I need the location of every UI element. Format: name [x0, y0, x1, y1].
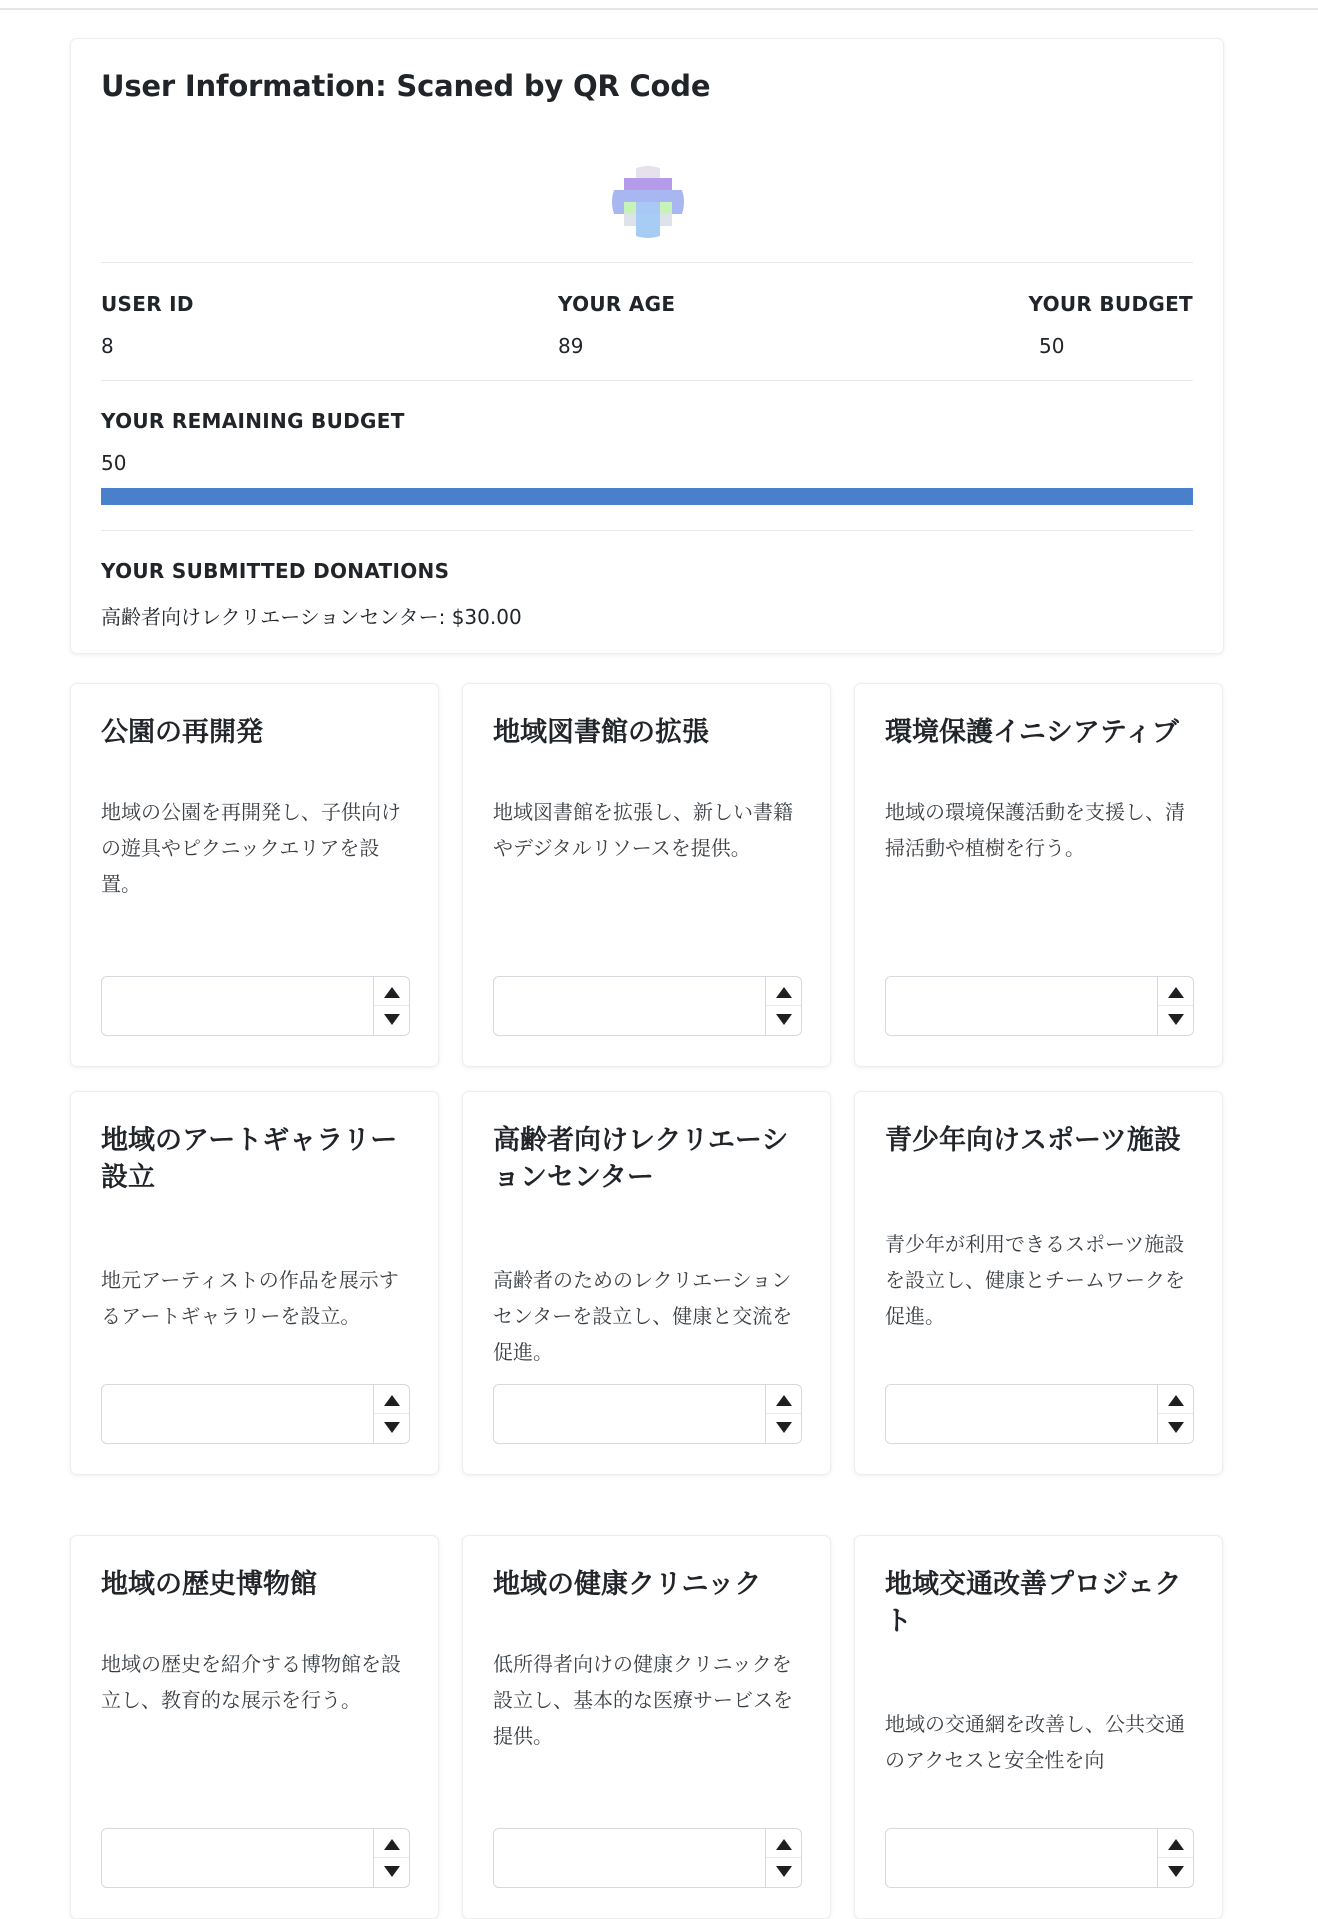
spinner-divider [1158, 1857, 1193, 1858]
spinner-divider [374, 1413, 409, 1414]
divider [101, 380, 1193, 381]
project-description: 地域の公園を再開発し、子供向けの遊具やピクニックエリアを設置。 [101, 800, 401, 896]
avatar-pixel [636, 214, 648, 226]
avatar-pixel [612, 214, 624, 226]
avatar-pixel [660, 178, 672, 190]
spin-up-icon[interactable] [384, 987, 400, 998]
project-card [854, 1535, 1223, 1919]
budget-label: YOUR BUDGET [1028, 292, 1193, 316]
avatar-pixel [624, 166, 636, 178]
progress-fill [101, 488, 1193, 505]
project-title: 青少年向けスポーツ施設 [885, 1125, 1181, 1156]
spin-down-icon[interactable] [1168, 1014, 1184, 1025]
main-container [70, 38, 1224, 1772]
avatar-pixel [648, 226, 660, 238]
number-spinner[interactable] [765, 1385, 801, 1443]
avatar-pixel [612, 190, 624, 202]
donations-label: YOUR SUBMITTED DONATIONS [101, 559, 450, 583]
avatar [612, 166, 684, 238]
avatar-pixel [612, 178, 624, 190]
project-description: 地域の環境保護活動を支援し、清掃活動や植樹を行う。 [885, 800, 1185, 860]
divider [101, 530, 1193, 531]
avatar-pixel [660, 214, 672, 226]
spin-up-icon[interactable] [384, 1395, 400, 1406]
number-spinner[interactable] [1157, 1385, 1193, 1443]
avatar-pixel [624, 178, 636, 190]
avatar-pixel [660, 166, 672, 178]
user-info-card [70, 38, 1224, 654]
avatar-pixel [636, 202, 648, 214]
spin-down-icon[interactable] [1168, 1866, 1184, 1877]
spinner-divider [374, 1857, 409, 1858]
spin-up-icon[interactable] [1168, 987, 1184, 998]
user-id-label: USER ID [101, 292, 194, 316]
avatar-pixel [624, 226, 636, 238]
project-description: 地域の歴史を紹介する博物館を設立し、教育的な展示を行う。 [101, 1652, 401, 1712]
project-title: 地域図書館の拡張 [493, 717, 709, 748]
project-title: 環境保護イニシアティブ [885, 717, 1179, 748]
donation-amount-input[interactable] [101, 976, 410, 1036]
donation-amount-input[interactable] [101, 1828, 410, 1888]
spin-down-icon[interactable] [384, 1422, 400, 1433]
project-card [70, 1091, 439, 1475]
avatar-pixel [672, 202, 684, 214]
spin-down-icon[interactable] [776, 1866, 792, 1877]
spin-up-icon[interactable] [1168, 1839, 1184, 1850]
project-card [854, 1091, 1223, 1475]
spinner-divider [766, 1857, 801, 1858]
avatar-pixel [660, 226, 672, 238]
avatar-pixel [660, 190, 672, 202]
number-spinner[interactable] [1157, 977, 1193, 1035]
project-title: 地域の健康クリニック [493, 1569, 762, 1600]
project-description: 地元アーティストの作品を展示するアートギャラリーを設立。 [101, 1268, 399, 1328]
spin-down-icon[interactable] [1168, 1422, 1184, 1433]
number-spinner[interactable] [373, 1829, 409, 1887]
donation-amount-input[interactable] [885, 1384, 1194, 1444]
spinner-divider [374, 1005, 409, 1006]
avatar-pixel [648, 202, 660, 214]
avatar-pixel [672, 226, 684, 238]
donation-item: 高齢者向けレクリエーションセンター: $30.00 [101, 605, 522, 629]
project-description: 低所得者向けの健康クリニックを設立し、基本的な医療サービスを提供。 [493, 1652, 793, 1748]
project-card [462, 683, 831, 1067]
avatar-pixel [672, 214, 684, 226]
spin-down-icon[interactable] [776, 1014, 792, 1025]
avatar-pixel [612, 166, 624, 178]
spin-down-icon[interactable] [384, 1014, 400, 1025]
avatar-pixel [648, 190, 660, 202]
donation-amount-input[interactable] [493, 1384, 802, 1444]
number-spinner[interactable] [373, 977, 409, 1035]
spin-up-icon[interactable] [776, 1839, 792, 1850]
budget-value: 50 [1039, 334, 1065, 358]
spinner-divider [1158, 1413, 1193, 1414]
avatar-pixel [672, 190, 684, 202]
spinner-divider [1158, 1005, 1193, 1006]
donation-amount-input[interactable] [493, 1828, 802, 1888]
project-title: 地域の歴史博物館 [101, 1569, 317, 1600]
project-title: 高齢者向けレクリエーションセンター [493, 1125, 789, 1193]
project-card [462, 1535, 831, 1919]
avatar-pixel [660, 202, 672, 214]
remaining-budget-value: 50 [101, 451, 127, 475]
number-spinner[interactable] [765, 977, 801, 1035]
avatar-pixel [672, 166, 684, 178]
number-spinner[interactable] [765, 1829, 801, 1887]
donation-amount-input[interactable] [493, 976, 802, 1036]
avatar-pixel [636, 178, 648, 190]
user-id-value: 8 [101, 334, 114, 358]
project-title: 公園の再開発 [101, 717, 263, 748]
avatar-pixel [648, 166, 660, 178]
avatar-pixel [636, 226, 648, 238]
spin-up-icon[interactable] [384, 1839, 400, 1850]
project-card [70, 683, 439, 1067]
spin-up-icon[interactable] [1168, 1395, 1184, 1406]
number-spinner[interactable] [1157, 1829, 1193, 1887]
top-border [0, 8, 1318, 10]
spin-down-icon[interactable] [776, 1422, 792, 1433]
avatar-pixel [624, 202, 636, 214]
project-description: 地域図書館を拡張し、新しい書籍やデジタルリソースを提供。 [493, 800, 793, 860]
spin-up-icon[interactable] [776, 1395, 792, 1406]
number-spinner[interactable] [373, 1385, 409, 1443]
avatar-pixel [624, 214, 636, 226]
spin-down-icon[interactable] [384, 1866, 400, 1877]
project-card [854, 683, 1223, 1067]
spin-up-icon[interactable] [776, 987, 792, 998]
donation-amount-input[interactable] [885, 976, 1194, 1036]
age-label: YOUR AGE [558, 292, 676, 316]
avatar-pixel [672, 178, 684, 190]
divider [101, 262, 1193, 263]
remaining-budget-progress [101, 488, 1193, 505]
avatar-pixel [648, 214, 660, 226]
user-info-title: User Information: Scaned by QR Code [101, 69, 711, 103]
avatar-pixel [612, 226, 624, 238]
avatar-pixel [636, 166, 648, 178]
project-description: 高齢者のためのレクリエーションセンターを設立し、健康と交流を促進。 [493, 1268, 793, 1364]
spinner-divider [766, 1413, 801, 1414]
project-description: 青少年が利用できるスポーツ施設を設立し、健康とチームワークを促進。 [885, 1232, 1185, 1328]
project-card [462, 1091, 831, 1475]
age-value: 89 [558, 334, 584, 358]
remaining-budget-label: YOUR REMAINING BUDGET [101, 409, 405, 433]
project-description: 地域の交通網を改善し、公共交通のアクセスと安全性を向 [885, 1712, 1185, 1772]
avatar-pixel [636, 190, 648, 202]
spinner-divider [766, 1005, 801, 1006]
avatar-pixel [648, 178, 660, 190]
avatar-pixel [612, 202, 624, 214]
project-title: 地域のアートギャラリー設立 [101, 1125, 398, 1193]
project-title: 地域交通改善プロジェクト [885, 1569, 1182, 1637]
project-card [70, 1535, 439, 1919]
avatar-pixel [624, 190, 636, 202]
donation-amount-input[interactable] [101, 1384, 410, 1444]
donation-amount-input[interactable] [885, 1828, 1194, 1888]
